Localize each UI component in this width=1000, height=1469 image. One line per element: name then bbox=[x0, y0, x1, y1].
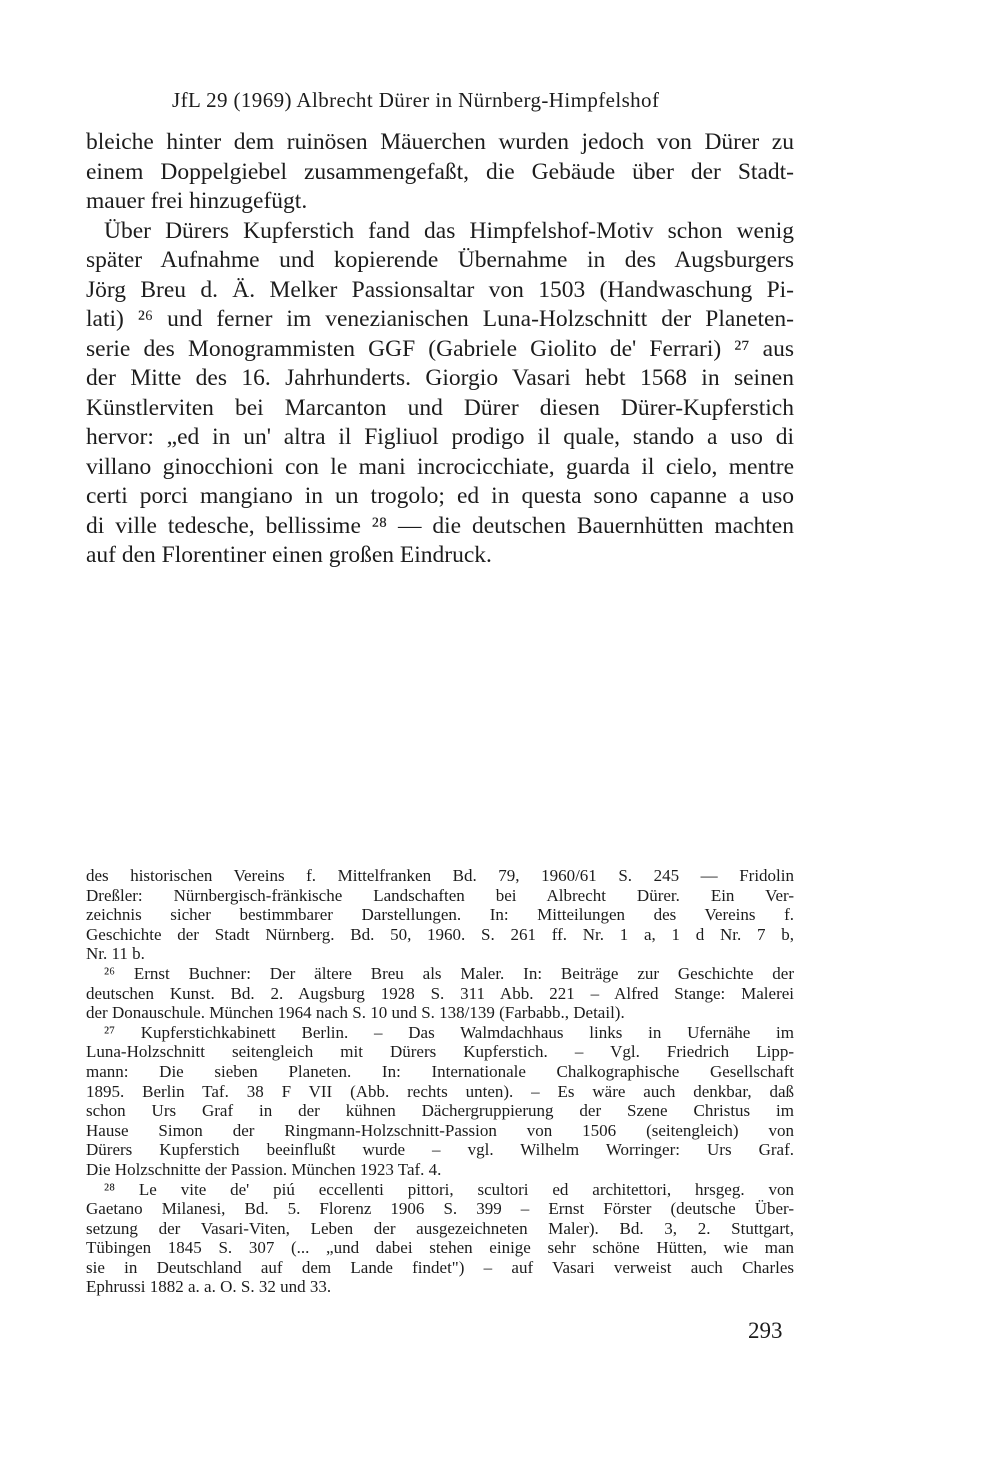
body-line: Über Dürers Kupferstich fand das Himpfelshof-Motiv schon wenig bbox=[104, 217, 794, 244]
body-line: certi porci mangiano in un trogolo; ed in questa sono capanne a uso bbox=[86, 483, 794, 509]
footnote-line: Die Holzschnitte der Passion. München 1923 Taf. 4. bbox=[86, 1159, 442, 1179]
body-text bbox=[86, 128, 794, 571]
footnote-line: schon Urs Graf in der kühnen Dächergruppierung der Szene Christus im bbox=[86, 1101, 794, 1121]
footnote-line: setzung der Vasari-Viten, Leben der ausgezeichneten Maler). Bd. 3, 2. Stuttgart, bbox=[86, 1218, 794, 1238]
footnote-line: ²⁷ Kupferstichkabinett Berlin. – Das Walmdachhaus links in Ufernähe im bbox=[104, 1022, 794, 1042]
footnote-line: Dürers Kupferstich beeinflußt wurde – vgl. Wilhelm Worringer: Urs Graf. bbox=[86, 1140, 794, 1160]
footnote-line: Dreßler: Nürnbergisch-fränkische Landschaften bei Albrecht Dürer. Ein Ver- bbox=[86, 885, 794, 905]
body-line: der Mitte des 16. Jahrhunderts. Giorgio Vasari hebt 1568 in seinen bbox=[86, 365, 794, 391]
body-line: di ville tedesche, bellissime ²⁸ — die deutschen Bauernhütten machten bbox=[86, 512, 794, 539]
body-line: Künstlerviten bei Marcanton und Dürer diesen Dürer-Kupferstich bbox=[86, 394, 794, 421]
body-line: auf den Florentiner einen großen Eindruck. bbox=[86, 542, 492, 568]
footnote-line: Luna-Holzschnitt seitengleich mit Dürers Kupferstich. – Vgl. Friedrich Lipp- bbox=[86, 1042, 794, 1062]
footnote-line: Hause Simon der Ringmann-Holzschnitt-Passion von 1506 (seitengleich) von bbox=[86, 1120, 794, 1140]
footnote-line: zeichnis sicher bestimmbarer Darstellungen. In: Mitteilungen des Vereins f. bbox=[86, 905, 794, 925]
footnote-line: Gaetano Milanesi, Bd. 5. Florenz 1906 S. 399 – Ernst Förster (deutsche Über- bbox=[86, 1199, 794, 1219]
footnote-line: Geschichte der Stadt Nürnberg. Bd. 50, 1960. S. 261 ff. Nr. 1 a, 1 d Nr. 7 b, bbox=[86, 924, 794, 944]
body-line: serie des Monogrammisten GGF (Gabriele Giolito de' Ferrari) ²⁷ aus bbox=[86, 335, 794, 362]
running-head: JfL 29 (1969) Albrecht Dürer in Nürnberg-Himpfelshof bbox=[172, 88, 660, 112]
body-line: bleiche hinter dem ruinösen Mäuerchen wurden jedoch von Dürer zu bbox=[86, 129, 794, 155]
footnote-line: der Donauschule. München 1964 nach S. 10 und S. 138/139 (Farbabb., Detail). bbox=[86, 1003, 625, 1023]
footnote-line: deutschen Kunst. Bd. 2. Augsburg 1928 S. 311 Abb. 221 – Alfred Stange: Malerei bbox=[86, 983, 794, 1003]
body-line: einem Doppelgiebel zusammengefaßt, die Gebäude über der Stadt- bbox=[86, 158, 794, 185]
body-line: später Aufnahme und kopierende Übernahme in des Augsburgers bbox=[86, 247, 794, 273]
footnote-line: Ephrussi 1882 a. a. O. S. 32 und 33. bbox=[86, 1277, 332, 1297]
body-line: villano ginocchioni con le mani incrocicchiate, guarda il cielo, mentre bbox=[86, 453, 794, 480]
body-line: hervor: „ed in un' altra il Figliuol prodigo il quale, stando a uso di bbox=[86, 424, 794, 450]
footnotes bbox=[86, 866, 794, 1297]
body-line: lati) ²⁶ und ferner im venezianischen Luna-Holzschnitt der Planeten- bbox=[86, 306, 794, 332]
page-number: 293 bbox=[748, 1318, 783, 1343]
footnote-line: sie in Deutschland auf dem Lande findet") – auf Vasari verweist auch Charles bbox=[86, 1257, 794, 1277]
footnote-line: mann: Die sieben Planeten. In: Internationale Chalkographische Gesellschaft bbox=[86, 1061, 794, 1081]
footnote-line: 1895. Berlin Taf. 38 F VII (Abb. rechts unten). – Es wäre auch denkbar, daß bbox=[86, 1081, 794, 1101]
footnote-line: ²⁸ Le vite de' piú eccellenti pittori, scultori ed architettori, hrsgeg. von bbox=[104, 1179, 794, 1199]
footnote-line: des historischen Vereins f. Mittelfranken Bd. 79, 1960/61 S. 245 — Fridolin bbox=[86, 866, 794, 885]
footnote-line: Nr. 11 b. bbox=[86, 944, 145, 964]
footnote-line: Tübingen 1845 S. 307 (... „und dabei stehen einige sehr schöne Hütten, wie man bbox=[86, 1238, 794, 1258]
body-line: mauer frei hinzugefügt. bbox=[86, 188, 308, 214]
footnote-line: ²⁶ Ernst Buchner: Der ältere Breu als Maler. In: Beiträge zur Geschichte der bbox=[104, 963, 794, 983]
body-line: Jörg Breu d. Ä. Melker Passionsaltar von 1503 (Handwaschung Pi- bbox=[86, 276, 794, 303]
